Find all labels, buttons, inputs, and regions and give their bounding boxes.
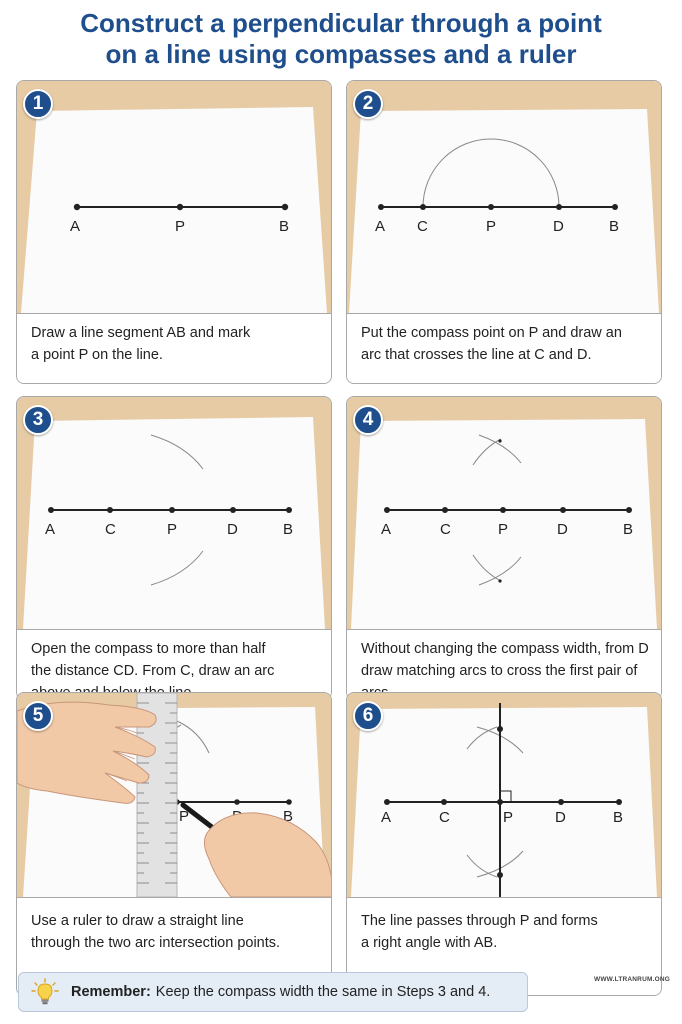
step-badge-4: 4 — [353, 405, 383, 435]
label-c: C — [439, 809, 450, 826]
intersection-below — [497, 872, 503, 878]
label-c: C — [440, 521, 451, 538]
caption-line: through the two arc intersection points. — [31, 935, 281, 951]
point-b — [612, 204, 618, 210]
label-b: B — [279, 218, 290, 235]
point-p — [497, 799, 503, 805]
point-p — [500, 507, 506, 513]
step-badge-5: 5 — [23, 701, 53, 731]
paper-sheet — [349, 109, 659, 313]
point-d — [558, 799, 564, 805]
point-a — [74, 204, 80, 210]
point-b — [282, 204, 288, 210]
point-b — [286, 799, 292, 805]
remember-text: Keep the compass width the same in Steps 3 and 4. — [155, 984, 491, 1000]
caption-line: the distance CD. From C, draw an arc — [31, 663, 275, 679]
step-badge-1: 1 — [23, 89, 53, 119]
label-p: P — [498, 521, 509, 538]
point-c — [420, 204, 426, 210]
caption-line: Draw a line segment AB and mark — [31, 325, 251, 341]
step-6-panel — [346, 692, 662, 996]
label-d: D — [227, 521, 238, 538]
label-a: A — [381, 809, 392, 826]
point-d — [234, 799, 240, 805]
label-p: P — [503, 809, 514, 826]
point-d — [560, 507, 566, 513]
caption-line: Use a ruler to draw a straight line — [31, 913, 244, 929]
step-2-caption — [347, 313, 662, 384]
label-p: P — [179, 808, 190, 825]
step-3-caption — [17, 629, 332, 700]
label-b: B — [623, 521, 634, 538]
step-2-panel — [346, 80, 662, 384]
step-2-illustration — [347, 81, 662, 313]
label-a: A — [375, 218, 386, 235]
point-b — [616, 799, 622, 805]
point-c — [441, 799, 447, 805]
step-3-panel — [16, 396, 332, 700]
label-d: D — [555, 809, 566, 826]
label-b: B — [613, 809, 624, 826]
point-b — [286, 507, 292, 513]
footer-url: WWW.LTRANRUM.ONG — [593, 976, 670, 983]
step-badge-3: 3 — [23, 405, 53, 435]
caption-line: Without changing the compass width, from D — [361, 641, 649, 657]
label-p: P — [167, 521, 178, 538]
label-a: A — [45, 521, 56, 538]
page-title — [0, 8, 682, 70]
step-4-illustration — [347, 397, 662, 629]
label-d: D — [553, 218, 564, 235]
label-b: B — [283, 808, 294, 825]
step-4-caption — [347, 629, 662, 700]
step-badge-6: 6 — [353, 701, 383, 731]
step-6-illustration — [347, 693, 662, 925]
label-b: B — [609, 218, 620, 235]
point-c — [442, 507, 448, 513]
caption-line: Put the compass point on P and draw an — [361, 325, 622, 341]
intersection-above — [498, 439, 501, 442]
point-b — [626, 507, 632, 513]
caption-line: draw matching arcs to cross the first pair of — [361, 663, 638, 679]
caption-line: a point P on the line. — [31, 347, 163, 363]
label-c: C — [417, 218, 428, 235]
title-line-2: on a line using compasses and a ruler — [105, 39, 577, 69]
point-p — [169, 507, 175, 513]
step-5-panel — [16, 692, 332, 996]
step-1-caption — [17, 313, 332, 384]
step-3-illustration — [17, 397, 332, 629]
point-p — [177, 204, 183, 210]
point-c — [107, 507, 113, 513]
label-b: B — [283, 521, 294, 538]
label-a: A — [70, 218, 81, 235]
caption-line: a right angle with AB. — [361, 935, 498, 951]
label-p: P — [486, 218, 497, 235]
label-a: A — [381, 521, 392, 538]
intersection-below — [498, 579, 501, 582]
title-line-1: Construct a perpendicular through a point — [80, 8, 602, 38]
caption-line: Open the compass to more than half — [31, 641, 266, 657]
step-1-panel — [16, 80, 332, 384]
step-5-illustration — [17, 693, 332, 925]
lightbulb-icon — [31, 978, 59, 1006]
point-a — [384, 799, 390, 805]
point-d — [556, 204, 562, 210]
remember-label: Remember: — [71, 984, 151, 1000]
step-1-illustration — [17, 81, 332, 313]
step-4-panel — [346, 396, 662, 700]
paper-sheet — [21, 107, 327, 313]
step-badge-2: 2 — [353, 89, 383, 119]
caption-line: arc that crosses the line at C and D. — [361, 347, 592, 363]
point-a — [378, 204, 384, 210]
label-c: C — [105, 521, 116, 538]
caption-line: The line passes through P and forms — [361, 913, 598, 929]
label-d: D — [557, 521, 568, 538]
point-a — [384, 507, 390, 513]
label-p: P — [175, 218, 186, 235]
point-a — [48, 507, 54, 513]
point-d — [230, 507, 236, 513]
point-p — [488, 204, 494, 210]
intersection-above — [497, 726, 503, 732]
remember-box — [18, 972, 528, 1012]
